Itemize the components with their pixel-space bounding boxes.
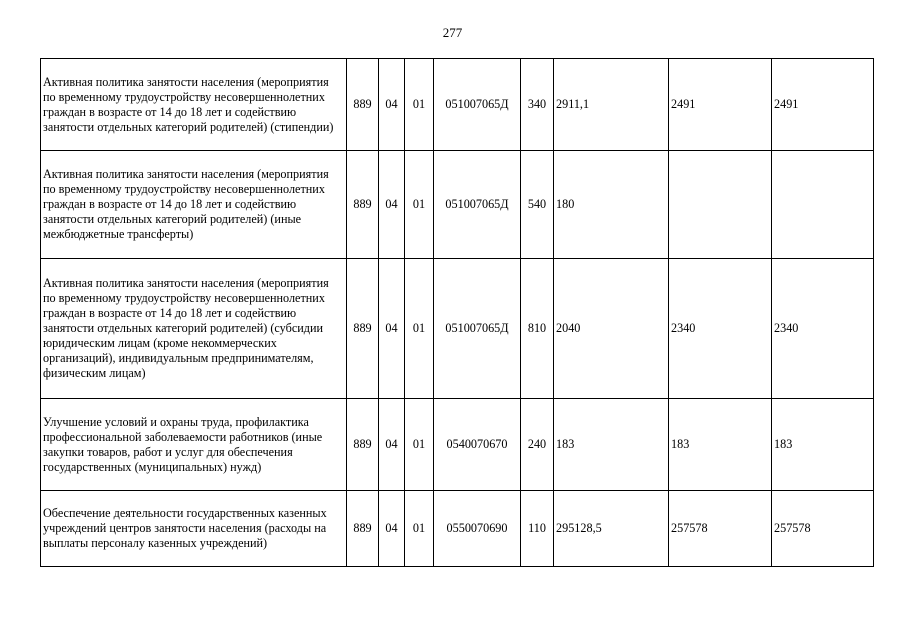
expense-kind-code: 240 (521, 399, 554, 491)
amount-year-2: 257578 (669, 491, 772, 567)
target-article-code: 051007065Д (434, 59, 521, 151)
table-row (41, 151, 874, 259)
table-row (41, 259, 874, 399)
budget-table (40, 58, 874, 567)
subsection-code: 01 (405, 491, 434, 567)
ministry-code: 889 (347, 259, 379, 399)
target-article-code: 0540070670 (434, 399, 521, 491)
amount-year-2 (669, 151, 772, 259)
subsection-code: 01 (405, 259, 434, 399)
expense-kind-code: 340 (521, 59, 554, 151)
row-description: Активная политика занятости населения (мероприятия по временному трудоустройству несовершеннолетних граждан в возрасте от 14 до 18 лет и содействию занятости отдельных категорий родителей) (субсидии юридическим лицам (кроме некоммерческих организаций), индивидуальным предпринимателям, физическим лицам) (41, 259, 347, 399)
section-code: 04 (379, 491, 405, 567)
amount-year-3: 257578 (772, 491, 874, 567)
target-article-code: 0550070690 (434, 491, 521, 567)
amount-year-3 (772, 151, 874, 259)
ministry-code: 889 (347, 151, 379, 259)
target-article-code: 051007065Д (434, 151, 521, 259)
ministry-code: 889 (347, 59, 379, 151)
amount-year-1: 2040 (554, 259, 669, 399)
expense-kind-code: 810 (521, 259, 554, 399)
expense-kind-code: 540 (521, 151, 554, 259)
amount-year-2: 2340 (669, 259, 772, 399)
row-description: Обеспечение деятельности государственных казенных учреждений центров занятости населения (расходы на выплаты персоналу казенных учреждений) (41, 491, 347, 567)
amount-year-3: 2340 (772, 259, 874, 399)
section-code: 04 (379, 259, 405, 399)
row-description: Активная политика занятости населения (мероприятия по временному трудоустройству несовершеннолетних граждан в возрасте от 14 до 18 лет и содействию занятости отдельных категорий родителей) (стипендии) (41, 59, 347, 151)
ministry-code: 889 (347, 399, 379, 491)
expense-kind-code: 110 (521, 491, 554, 567)
subsection-code: 01 (405, 399, 434, 491)
subsection-code: 01 (405, 151, 434, 259)
target-article-code: 051007065Д (434, 259, 521, 399)
row-description: Активная политика занятости населения (мероприятия по временному трудоустройству несовершеннолетних граждан в возрасте от 14 до 18 лет и содействию занятости отдельных категорий родителей) (иные межбюджетные трансферты) (41, 151, 347, 259)
amount-year-1: 180 (554, 151, 669, 259)
table-row (41, 59, 874, 151)
section-code: 04 (379, 399, 405, 491)
amount-year-1: 183 (554, 399, 669, 491)
row-description: Улучшение условий и охраны труда, профилактика профессиональной заболеваемости работников (иные закупки товаров, работ и услуг для обеспечения государственных (муниципальных) нужд) (41, 399, 347, 491)
amount-year-1: 295128,5 (554, 491, 669, 567)
table-row (41, 491, 874, 567)
amount-year-3: 183 (772, 399, 874, 491)
section-code: 04 (379, 59, 405, 151)
amount-year-1: 2911,1 (554, 59, 669, 151)
page-number: 277 (442, 25, 463, 40)
table-row (41, 399, 874, 491)
subsection-code: 01 (405, 59, 434, 151)
ministry-code: 889 (347, 491, 379, 567)
amount-year-3: 2491 (772, 59, 874, 151)
section-code: 04 (379, 151, 405, 259)
amount-year-2: 183 (669, 399, 772, 491)
amount-year-2: 2491 (669, 59, 772, 151)
